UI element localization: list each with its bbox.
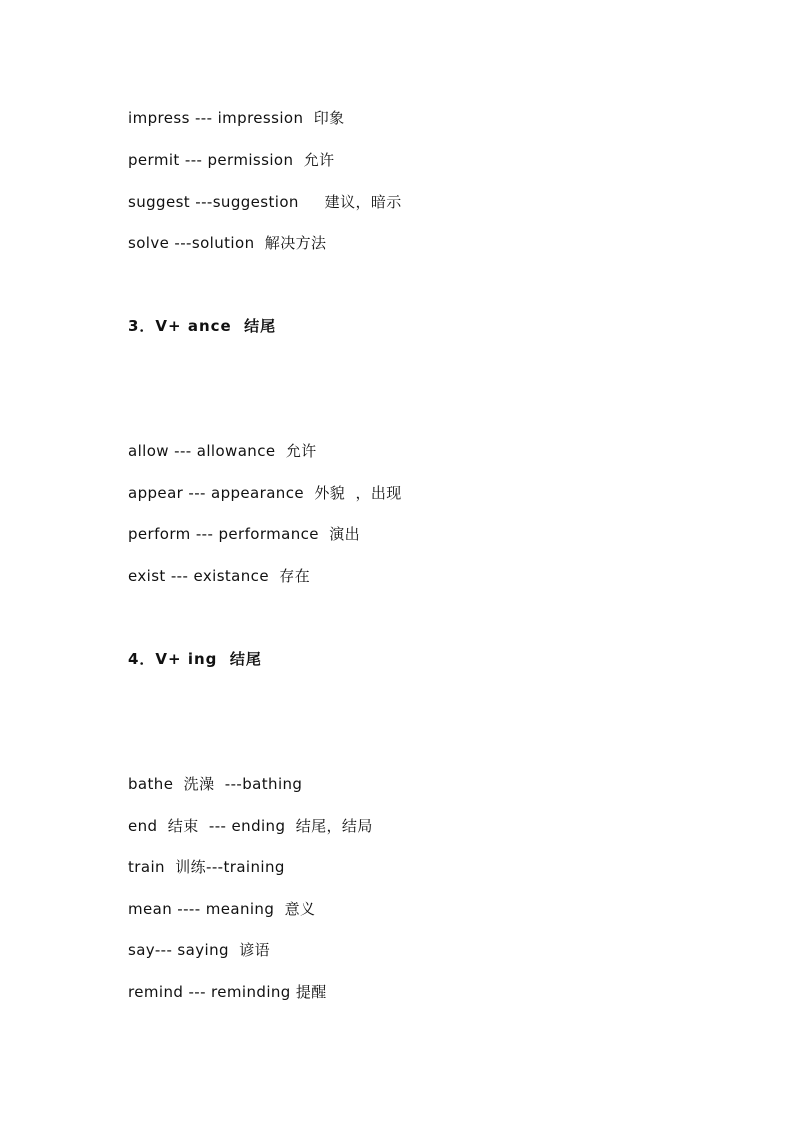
vocab-line-say: say--- saying 谚语 <box>128 941 271 959</box>
section-heading-ance: 3．V+ ance 结尾 <box>128 317 277 335</box>
vocab-line-solve: solve ---solution 解决方法 <box>128 234 327 252</box>
vocab-line-train: train 训练---training <box>128 858 285 876</box>
vocab-line-remind: remind --- reminding 提醒 <box>128 983 327 1001</box>
section-heading-ing: 4．V+ ing 结尾 <box>128 650 262 668</box>
vocab-line-suggest: suggest ---suggestion 建议，暗示 <box>128 193 402 211</box>
vocab-line-exist: exist --- existance 存在 <box>128 567 311 585</box>
vocab-line-appear: appear --- appearance 外貌 ，出现 <box>128 484 402 502</box>
vocab-line-permit: permit --- permission 允许 <box>128 151 335 169</box>
vocab-line-mean: mean ---- meaning 意义 <box>128 900 316 918</box>
vocab-line-impress: impress --- impression 印象 <box>128 109 345 127</box>
vocab-line-end: end 结束 --- ending 结尾，结局 <box>128 817 373 835</box>
vocab-line-perform: perform --- performance 演出 <box>128 525 361 543</box>
vocab-line-bathe: bathe 洗澡 ---bathing <box>128 775 303 793</box>
vocab-line-allow: allow --- allowance 允许 <box>128 442 317 460</box>
